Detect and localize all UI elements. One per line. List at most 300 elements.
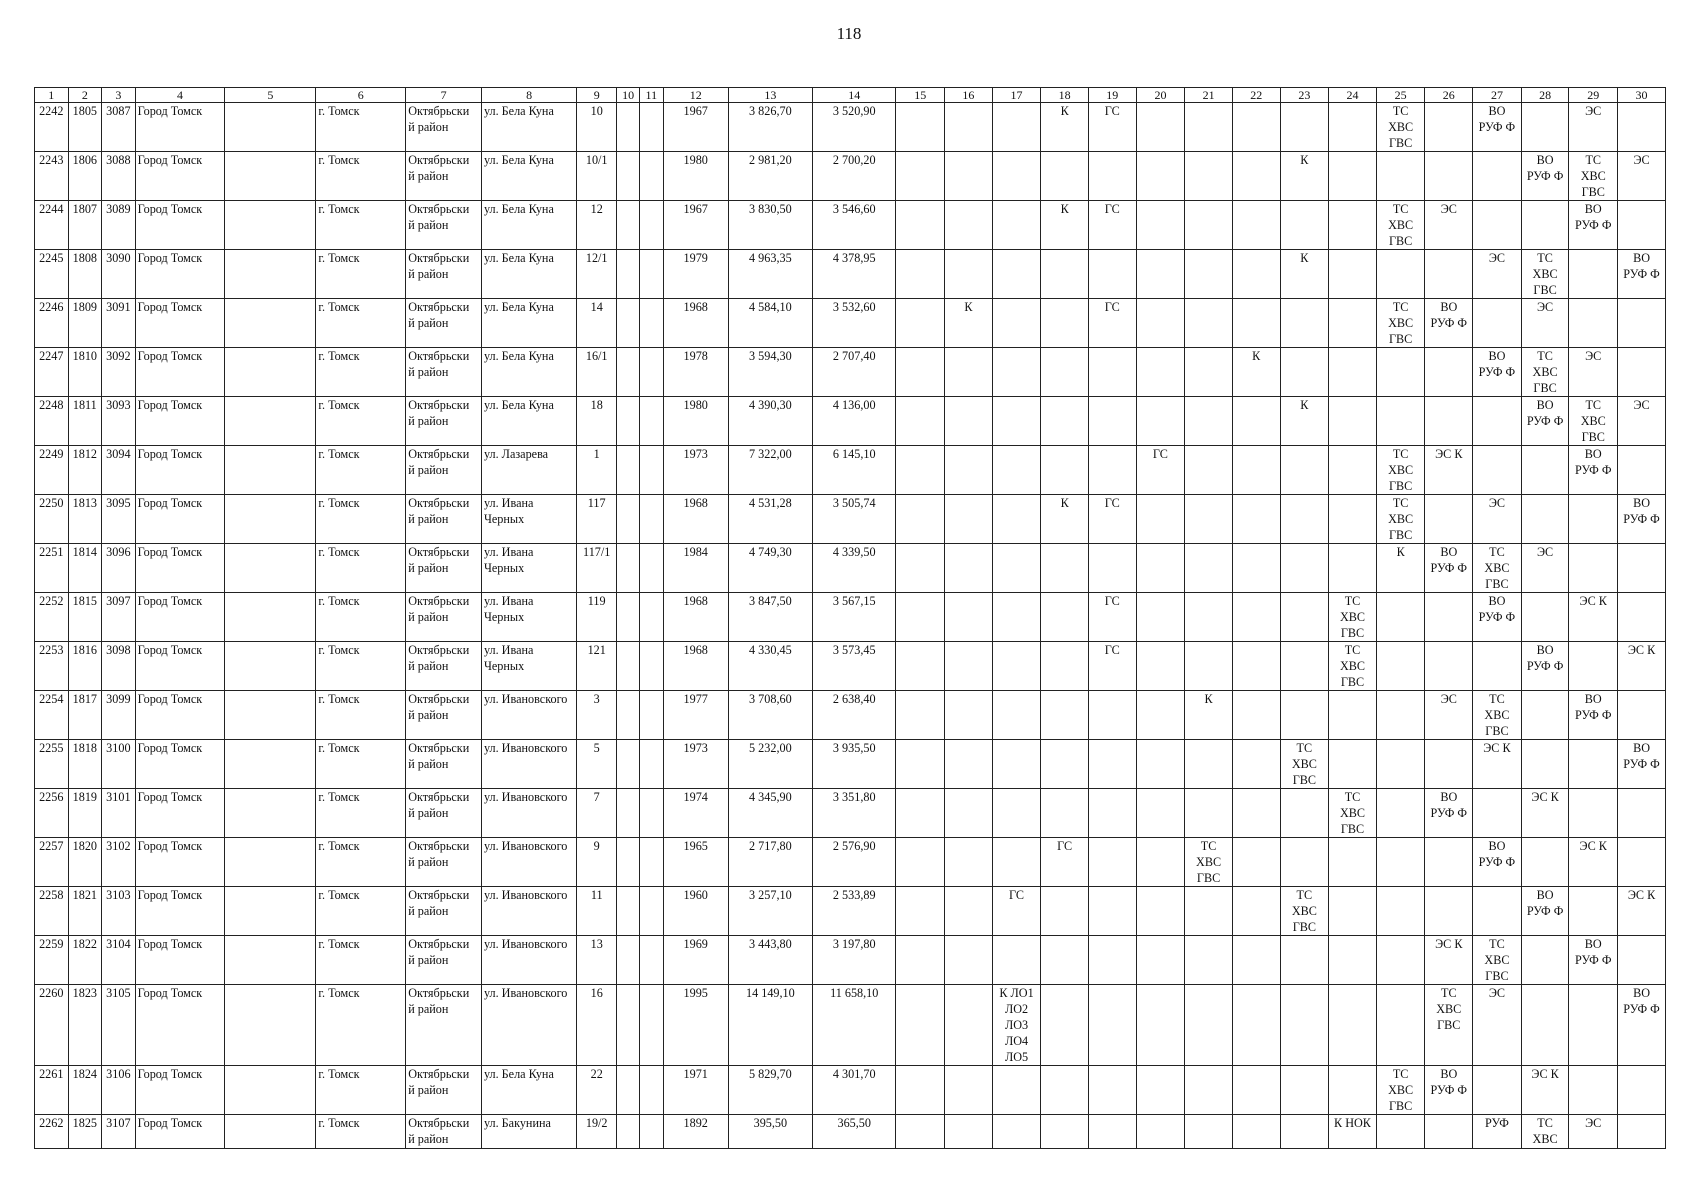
cell-col-8: ул. Ивановского <box>481 691 576 740</box>
cell-col-20 <box>1136 740 1185 789</box>
cell-col-27 <box>1473 397 1522 446</box>
cell-col-18 <box>1041 446 1089 495</box>
column-header-22: 22 <box>1232 88 1280 103</box>
cell-col-9: 119 <box>577 593 617 642</box>
cell-col-20 <box>1136 201 1185 250</box>
cell-col-20 <box>1136 1066 1185 1115</box>
cell-col-27: ТС ХВС ГВС <box>1473 544 1522 593</box>
cell-col-18 <box>1041 348 1089 397</box>
cell-col-16 <box>945 593 993 642</box>
cell-col-29 <box>1569 544 1618 593</box>
cell-col-4: Город Томск <box>135 397 225 446</box>
cell-col-28 <box>1521 985 1569 1066</box>
cell-col-1: 2242 <box>35 103 69 152</box>
cell-col-16 <box>945 936 993 985</box>
cell-col-10 <box>617 936 640 985</box>
cell-col-4: Город Томск <box>135 1066 225 1115</box>
cell-col-6: г. Томск <box>316 446 406 495</box>
cell-col-3: 3098 <box>102 642 136 691</box>
column-header-3: 3 <box>102 88 136 103</box>
cell-col-29 <box>1569 1066 1618 1115</box>
cell-col-30 <box>1618 789 1666 838</box>
cell-col-15 <box>896 348 945 397</box>
cell-col-18 <box>1041 887 1089 936</box>
cell-col-1: 2260 <box>35 985 69 1066</box>
cell-col-24 <box>1329 740 1377 789</box>
cell-col-25: ТС ХВС ГВС <box>1376 299 1425 348</box>
cell-col-1: 2254 <box>35 691 69 740</box>
cell-col-18 <box>1041 691 1089 740</box>
cell-col-21 <box>1185 642 1233 691</box>
cell-col-12: 1968 <box>663 299 728 348</box>
cell-col-9: 22 <box>577 1066 617 1115</box>
cell-col-12: 1968 <box>663 593 728 642</box>
cell-col-7: Октябрьски й район <box>406 299 482 348</box>
cell-col-5 <box>225 544 316 593</box>
cell-col-16 <box>945 740 993 789</box>
cell-col-4: Город Томск <box>135 446 225 495</box>
cell-col-9: 13 <box>577 936 617 985</box>
table-row <box>35 1066 1666 1115</box>
cell-col-14: 3 573,45 <box>813 642 896 691</box>
cell-col-24 <box>1329 348 1377 397</box>
cell-col-1: 2257 <box>35 838 69 887</box>
cell-col-12: 1892 <box>663 1115 728 1149</box>
cell-col-30 <box>1618 1066 1666 1115</box>
cell-col-16 <box>945 201 993 250</box>
cell-col-26: ЭС <box>1425 201 1473 250</box>
cell-col-5 <box>225 348 316 397</box>
cell-col-17 <box>992 495 1041 544</box>
cell-col-1: 2261 <box>35 1066 69 1115</box>
cell-col-5 <box>225 838 316 887</box>
cell-col-28: ВО РУФ Ф <box>1521 642 1569 691</box>
cell-col-30: ВО РУФ Ф <box>1618 985 1666 1066</box>
cell-col-5 <box>225 152 316 201</box>
cell-col-15 <box>896 250 945 299</box>
cell-col-16 <box>945 446 993 495</box>
cell-col-12: 1965 <box>663 838 728 887</box>
cell-col-14: 2 700,20 <box>813 152 896 201</box>
cell-col-21 <box>1185 446 1233 495</box>
cell-col-3: 3093 <box>102 397 136 446</box>
cell-col-20 <box>1136 397 1185 446</box>
table-row <box>35 495 1666 544</box>
cell-col-10 <box>617 299 640 348</box>
cell-col-1: 2249 <box>35 446 69 495</box>
cell-col-11 <box>639 593 663 642</box>
cell-col-5 <box>225 1066 316 1115</box>
cell-col-4: Город Томск <box>135 1115 225 1149</box>
cell-col-29: ВО РУФ Ф <box>1569 201 1618 250</box>
cell-col-22 <box>1232 887 1280 936</box>
cell-col-17 <box>992 152 1041 201</box>
cell-col-6: г. Томск <box>316 250 406 299</box>
cell-col-18: К <box>1041 495 1089 544</box>
cell-col-24 <box>1329 103 1377 152</box>
cell-col-26 <box>1425 397 1473 446</box>
column-header-15: 15 <box>896 88 945 103</box>
cell-col-20 <box>1136 1115 1185 1149</box>
cell-col-14: 3 546,60 <box>813 201 896 250</box>
cell-col-13: 3 708,60 <box>728 691 812 740</box>
cell-col-16 <box>945 887 993 936</box>
cell-col-14: 11 658,10 <box>813 985 896 1066</box>
cell-col-6: г. Томск <box>316 299 406 348</box>
cell-col-24 <box>1329 544 1377 593</box>
cell-col-9: 3 <box>577 691 617 740</box>
cell-col-18 <box>1041 1115 1089 1149</box>
cell-col-5 <box>225 985 316 1066</box>
cell-col-18: К <box>1041 103 1089 152</box>
cell-col-1: 2255 <box>35 740 69 789</box>
cell-col-24 <box>1329 936 1377 985</box>
cell-col-19 <box>1088 1066 1136 1115</box>
cell-col-20 <box>1136 936 1185 985</box>
cell-col-8: ул. Бела Куна <box>481 250 576 299</box>
cell-col-8: ул. Ивана Черных <box>481 642 576 691</box>
cell-col-8: ул. Бела Куна <box>481 299 576 348</box>
cell-col-8: ул. Бела Куна <box>481 1066 576 1115</box>
cell-col-15 <box>896 985 945 1066</box>
cell-col-19 <box>1088 397 1136 446</box>
cell-col-26 <box>1425 642 1473 691</box>
cell-col-6: г. Томск <box>316 495 406 544</box>
cell-col-20 <box>1136 152 1185 201</box>
cell-col-17 <box>992 397 1041 446</box>
cell-col-25 <box>1376 936 1425 985</box>
cell-col-12: 1969 <box>663 936 728 985</box>
cell-col-21 <box>1185 397 1233 446</box>
cell-col-23: ТС ХВС ГВС <box>1280 887 1329 936</box>
cell-col-11 <box>639 985 663 1066</box>
column-header-25: 25 <box>1376 88 1425 103</box>
cell-col-21 <box>1185 348 1233 397</box>
cell-col-1: 2250 <box>35 495 69 544</box>
cell-col-29: ТС ХВС ГВС <box>1569 152 1618 201</box>
cell-col-23 <box>1280 1115 1329 1149</box>
column-header-20: 20 <box>1136 88 1185 103</box>
cell-col-17 <box>992 201 1041 250</box>
cell-col-13: 395,50 <box>728 1115 812 1149</box>
column-header-26: 26 <box>1425 88 1473 103</box>
cell-col-11 <box>639 1115 663 1149</box>
cell-col-14: 2 576,90 <box>813 838 896 887</box>
cell-col-15 <box>896 887 945 936</box>
cell-col-6: г. Томск <box>316 691 406 740</box>
cell-col-21 <box>1185 936 1233 985</box>
cell-col-17 <box>992 544 1041 593</box>
cell-col-5 <box>225 397 316 446</box>
cell-col-17 <box>992 299 1041 348</box>
cell-col-14: 4 339,50 <box>813 544 896 593</box>
table-row <box>35 544 1666 593</box>
cell-col-11 <box>639 887 663 936</box>
column-header-14: 14 <box>813 88 896 103</box>
cell-col-4: Город Томск <box>135 789 225 838</box>
cell-col-7: Октябрьски й район <box>406 201 482 250</box>
cell-col-26: ТС ХВС ГВС <box>1425 985 1473 1066</box>
cell-col-21 <box>1185 103 1233 152</box>
cell-col-14: 3 567,15 <box>813 593 896 642</box>
cell-col-10 <box>617 397 640 446</box>
table-row <box>35 446 1666 495</box>
cell-col-7: Октябрьски й район <box>406 936 482 985</box>
cell-col-3: 3089 <box>102 201 136 250</box>
cell-col-15 <box>896 593 945 642</box>
cell-col-11 <box>639 250 663 299</box>
cell-col-27: ЭС <box>1473 495 1522 544</box>
cell-col-23 <box>1280 838 1329 887</box>
cell-col-10 <box>617 985 640 1066</box>
cell-col-29 <box>1569 250 1618 299</box>
cell-col-13: 3 847,50 <box>728 593 812 642</box>
cell-col-2: 1812 <box>68 446 102 495</box>
cell-col-13: 7 322,00 <box>728 446 812 495</box>
cell-col-8: ул. Бела Куна <box>481 103 576 152</box>
cell-col-13: 5 232,00 <box>728 740 812 789</box>
cell-col-27: ЭС <box>1473 985 1522 1066</box>
cell-col-28 <box>1521 495 1569 544</box>
cell-col-29 <box>1569 495 1618 544</box>
cell-col-4: Город Томск <box>135 201 225 250</box>
column-number-header <box>35 88 1666 103</box>
cell-col-13: 4 345,90 <box>728 789 812 838</box>
cell-col-10 <box>617 201 640 250</box>
cell-col-19 <box>1088 544 1136 593</box>
cell-col-8: ул. Ивановского <box>481 789 576 838</box>
cell-col-15 <box>896 299 945 348</box>
cell-col-26 <box>1425 1115 1473 1149</box>
cell-col-11 <box>639 544 663 593</box>
cell-col-23 <box>1280 936 1329 985</box>
cell-col-7: Октябрьски й район <box>406 103 482 152</box>
cell-col-29: ВО РУФ Ф <box>1569 936 1618 985</box>
cell-col-17 <box>992 103 1041 152</box>
cell-col-15 <box>896 936 945 985</box>
cell-col-17 <box>992 1115 1041 1149</box>
table-row <box>35 103 1666 152</box>
cell-col-23 <box>1280 299 1329 348</box>
cell-col-2: 1817 <box>68 691 102 740</box>
cell-col-9: 14 <box>577 299 617 348</box>
table-row <box>35 642 1666 691</box>
cell-col-10 <box>617 1066 640 1115</box>
cell-col-23 <box>1280 495 1329 544</box>
page-number: 118 <box>836 24 862 43</box>
cell-col-28 <box>1521 740 1569 789</box>
column-header-23: 23 <box>1280 88 1329 103</box>
cell-col-24 <box>1329 838 1377 887</box>
cell-col-7: Октябрьски й район <box>406 544 482 593</box>
cell-col-3: 3103 <box>102 887 136 936</box>
cell-col-5 <box>225 936 316 985</box>
column-header-1: 1 <box>35 88 69 103</box>
cell-col-27 <box>1473 789 1522 838</box>
table-row <box>35 201 1666 250</box>
cell-col-7: Октябрьски й район <box>406 397 482 446</box>
cell-col-25 <box>1376 593 1425 642</box>
cell-col-21 <box>1185 887 1233 936</box>
cell-col-23 <box>1280 103 1329 152</box>
cell-col-15 <box>896 201 945 250</box>
cell-col-2: 1809 <box>68 299 102 348</box>
cell-col-6: г. Томск <box>316 152 406 201</box>
cell-col-11 <box>639 495 663 544</box>
cell-col-26 <box>1425 593 1473 642</box>
cell-col-5 <box>225 789 316 838</box>
cell-col-12: 1967 <box>663 201 728 250</box>
cell-col-4: Город Томск <box>135 838 225 887</box>
cell-col-1: 2252 <box>35 593 69 642</box>
cell-col-24 <box>1329 397 1377 446</box>
cell-col-13: 5 829,70 <box>728 1066 812 1115</box>
cell-col-25: ТС ХВС ГВС <box>1376 1066 1425 1115</box>
table-row <box>35 838 1666 887</box>
cell-col-24 <box>1329 446 1377 495</box>
cell-col-7: Октябрьски й район <box>406 691 482 740</box>
cell-col-6: г. Томск <box>316 201 406 250</box>
cell-col-20 <box>1136 250 1185 299</box>
cell-col-29: ЭС <box>1569 103 1618 152</box>
column-header-9: 9 <box>577 88 617 103</box>
cell-col-22 <box>1232 740 1280 789</box>
column-header-11: 11 <box>639 88 663 103</box>
cell-col-8: ул. Лазарева <box>481 446 576 495</box>
cell-col-5 <box>225 250 316 299</box>
cell-col-21 <box>1185 593 1233 642</box>
cell-col-3: 3090 <box>102 250 136 299</box>
cell-col-22 <box>1232 691 1280 740</box>
cell-col-15 <box>896 103 945 152</box>
cell-col-25: К <box>1376 544 1425 593</box>
cell-col-24: ТС ХВС ГВС <box>1329 789 1377 838</box>
cell-col-15 <box>896 495 945 544</box>
cell-col-19 <box>1088 838 1136 887</box>
cell-col-21: ТС ХВС ГВС <box>1185 838 1233 887</box>
cell-col-19 <box>1088 789 1136 838</box>
cell-col-12: 1968 <box>663 642 728 691</box>
cell-col-19: ГС <box>1088 593 1136 642</box>
cell-col-20 <box>1136 299 1185 348</box>
cell-col-24 <box>1329 985 1377 1066</box>
cell-col-14: 4 378,95 <box>813 250 896 299</box>
column-header-28: 28 <box>1521 88 1569 103</box>
cell-col-30: ВО РУФ Ф <box>1618 495 1666 544</box>
cell-col-20 <box>1136 789 1185 838</box>
cell-col-23 <box>1280 446 1329 495</box>
cell-col-11 <box>639 103 663 152</box>
column-header-13: 13 <box>728 88 812 103</box>
cell-col-10 <box>617 348 640 397</box>
cell-col-6: г. Томск <box>316 838 406 887</box>
cell-col-28: ЭС К <box>1521 789 1569 838</box>
column-header-17: 17 <box>992 88 1041 103</box>
cell-col-26 <box>1425 838 1473 887</box>
cell-col-29 <box>1569 985 1618 1066</box>
table-row <box>35 740 1666 789</box>
cell-col-16 <box>945 348 993 397</box>
cell-col-3: 3097 <box>102 593 136 642</box>
cell-col-30 <box>1618 103 1666 152</box>
cell-col-21 <box>1185 1066 1233 1115</box>
cell-col-11 <box>639 691 663 740</box>
cell-col-17 <box>992 446 1041 495</box>
column-header-30: 30 <box>1618 88 1666 103</box>
cell-col-18: К <box>1041 201 1089 250</box>
cell-col-26 <box>1425 887 1473 936</box>
cell-col-26: ВО РУФ Ф <box>1425 789 1473 838</box>
cell-col-17 <box>992 348 1041 397</box>
cell-col-9: 117 <box>577 495 617 544</box>
cell-col-27: ВО РУФ Ф <box>1473 103 1522 152</box>
cell-col-15 <box>896 838 945 887</box>
cell-col-21 <box>1185 1115 1233 1149</box>
cell-col-13: 4 584,10 <box>728 299 812 348</box>
cell-col-1: 2253 <box>35 642 69 691</box>
cell-col-20 <box>1136 103 1185 152</box>
cell-col-30: ВО РУФ Ф <box>1618 740 1666 789</box>
cell-col-28: ВО РУФ Ф <box>1521 152 1569 201</box>
cell-col-5 <box>225 887 316 936</box>
cell-col-14: 2 638,40 <box>813 691 896 740</box>
cell-col-2: 1820 <box>68 838 102 887</box>
cell-col-12: 1978 <box>663 348 728 397</box>
cell-col-29: ЭС К <box>1569 593 1618 642</box>
cell-col-23 <box>1280 642 1329 691</box>
cell-col-23 <box>1280 789 1329 838</box>
housing-register-table <box>34 87 1666 1149</box>
cell-col-30: ЭС К <box>1618 642 1666 691</box>
cell-col-6: г. Томск <box>316 1115 406 1149</box>
cell-col-16 <box>945 642 993 691</box>
cell-col-17 <box>992 642 1041 691</box>
cell-col-26 <box>1425 495 1473 544</box>
cell-col-27 <box>1473 299 1522 348</box>
cell-col-8: ул. Бакунина <box>481 1115 576 1149</box>
cell-col-12: 1977 <box>663 691 728 740</box>
cell-col-12: 1971 <box>663 1066 728 1115</box>
cell-col-6: г. Томск <box>316 985 406 1066</box>
cell-col-10 <box>617 740 640 789</box>
cell-col-11 <box>639 446 663 495</box>
cell-col-17 <box>992 691 1041 740</box>
cell-col-12: 1984 <box>663 544 728 593</box>
cell-col-23: К <box>1280 397 1329 446</box>
cell-col-3: 3094 <box>102 446 136 495</box>
cell-col-14: 3 935,50 <box>813 740 896 789</box>
cell-col-2: 1824 <box>68 1066 102 1115</box>
cell-col-2: 1805 <box>68 103 102 152</box>
cell-col-13: 14 149,10 <box>728 985 812 1066</box>
column-header-27: 27 <box>1473 88 1522 103</box>
cell-col-22 <box>1232 103 1280 152</box>
cell-col-21 <box>1185 985 1233 1066</box>
cell-col-16 <box>945 495 993 544</box>
cell-col-25: ТС ХВС ГВС <box>1376 201 1425 250</box>
cell-col-1: 2256 <box>35 789 69 838</box>
cell-col-9: 11 <box>577 887 617 936</box>
cell-col-2: 1806 <box>68 152 102 201</box>
cell-col-19: ГС <box>1088 201 1136 250</box>
cell-col-1: 2243 <box>35 152 69 201</box>
cell-col-22 <box>1232 446 1280 495</box>
cell-col-1: 2258 <box>35 887 69 936</box>
cell-col-30 <box>1618 201 1666 250</box>
cell-col-23 <box>1280 348 1329 397</box>
cell-col-2: 1810 <box>68 348 102 397</box>
cell-col-9: 1 <box>577 446 617 495</box>
